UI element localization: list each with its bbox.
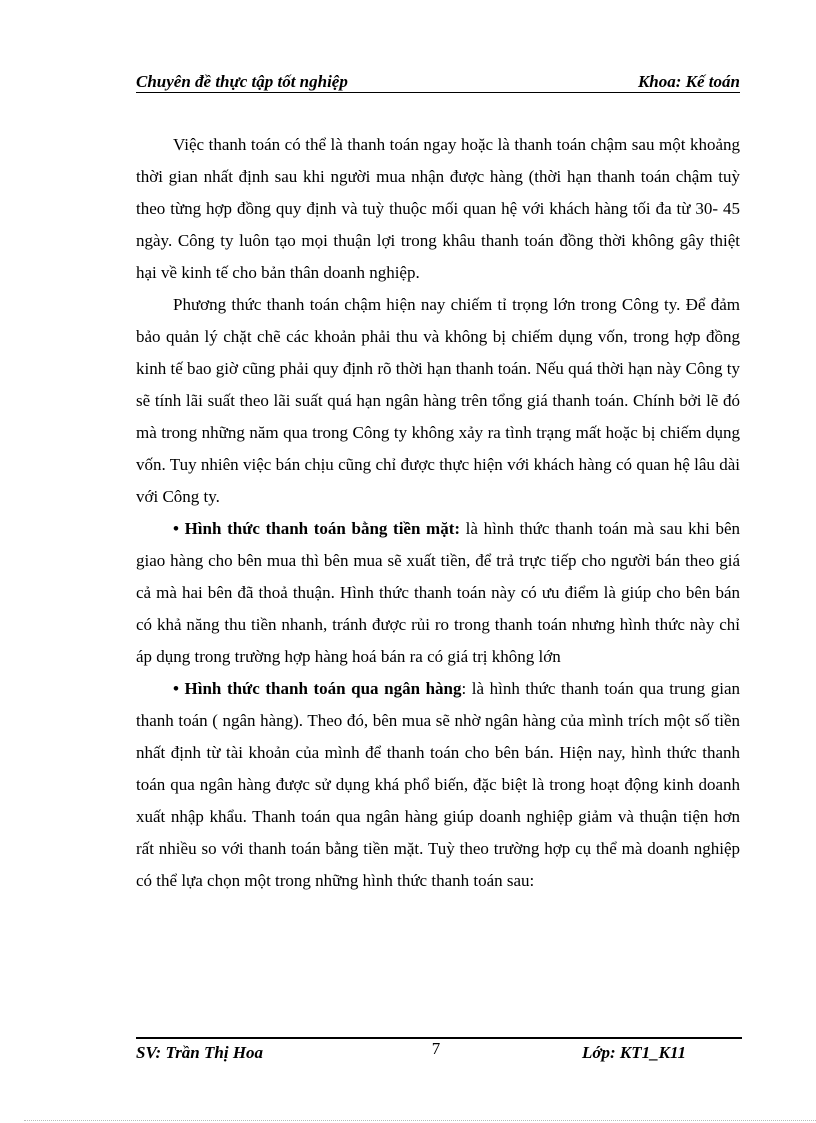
cash-payment-text: là hình thức thanh toán mà sau khi bên giao hàng cho bên mua thì bên mua sẽ xuất tiền, để trả trực tiếp cho người bán theo giá cả mà hai bên đã thoả thuận. Hình thức thanh toán này có ưu điểm là giúp cho bên bán có khả năng thu tiền nhanh, tránh được rủi ro trong thanh toán nhưng hình thức này chỉ áp dụng trong trường hợp hàng hoá bán ra có giá trị không lớn (136, 519, 740, 666)
header-faculty: Khoa: Kế toán (637, 72, 740, 91)
footer-student-name: SV: Trần Thị Hoa (136, 1043, 264, 1062)
paragraph-bank-payment (136, 673, 740, 897)
header-divider (136, 92, 740, 93)
bank-payment-heading: • Hình thức thanh toán qua ngân hàng (173, 679, 462, 698)
bank-payment-text: : là hình thức thanh toán qua trung gian thanh toán ( ngân hàng). Theo đó, bên mua sẽ nhờ ngân hàng của mình trích một số tiền nhất định từ tài khoản của mình để thanh toán cho bên bán. Hiện nay, hình thức thanh toán qua ngân hàng được sử dụng khá phổ biến, đặc biệt là trong hoạt động kinh doanh xuất nhập khẩu. Thanh toán qua ngân hàng giúp doanh nghiệp giảm và thuận tiện hơn rất nhiều so với thanh toán bằng tiền mặt. Tuỳ theo trường hợp cụ thể mà doanh nghiệp có thể lựa chọn một trong những hình thức thanh toán sau: (136, 679, 740, 890)
header-report-title: Chuyên đề thực tập tốt nghiệp (136, 72, 348, 91)
cash-payment-heading: • Hình thức thanh toán bằng tiền mặt: (173, 519, 461, 538)
page-bottom-edge (24, 1120, 816, 1121)
page-header (136, 68, 740, 92)
paragraph-cash-payment (136, 513, 740, 673)
page-number: 7 (431, 1039, 441, 1058)
document-body (136, 129, 740, 897)
paragraph-payment-timing: Việc thanh toán có thể là thanh toán ngay hoặc là thanh toán chậm sau một khoảng thời gian nhất định sau khi người mua nhận được hàng (thời hạn thanh toán chậm tuỳ theo từng hợp đồng quy định và tuỳ thuộc mối quan hệ với khách hàng tối đa từ 30- 45 ngày. Công ty luôn tạo mọi thuận lợi trong khâu thanh toán đồng thời không gây thiệt hại về kinh tế cho bản thân doanh nghiệp. (136, 135, 740, 282)
footer-class-name: Lớp: KT1_K11 (582, 1043, 687, 1062)
paragraph-deferred-payment: Phương thức thanh toán chậm hiện nay chiếm tỉ trọng lớn trong Công ty. Để đảm bảo quản lý chặt chẽ các khoản phải thu và không bị chiếm dụng vốn, trong hợp đồng kinh tế bao giờ cũng phải quy định rõ thời hạn thanh toán. Nếu quá thời hạn này Công ty sẽ tính lãi suất theo lãi suất quá hạn ngân hàng trên tổng giá thanh toán. Chính bởi lẽ đó mà trong những năm qua trong Công ty không xảy ra tình trạng mất hoặc bị chiếm dụng vốn. Tuy nhiên việc bán chịu cũng chỉ được thực hiện với khách hàng có quan hệ lâu dài với Công ty. (136, 295, 740, 506)
